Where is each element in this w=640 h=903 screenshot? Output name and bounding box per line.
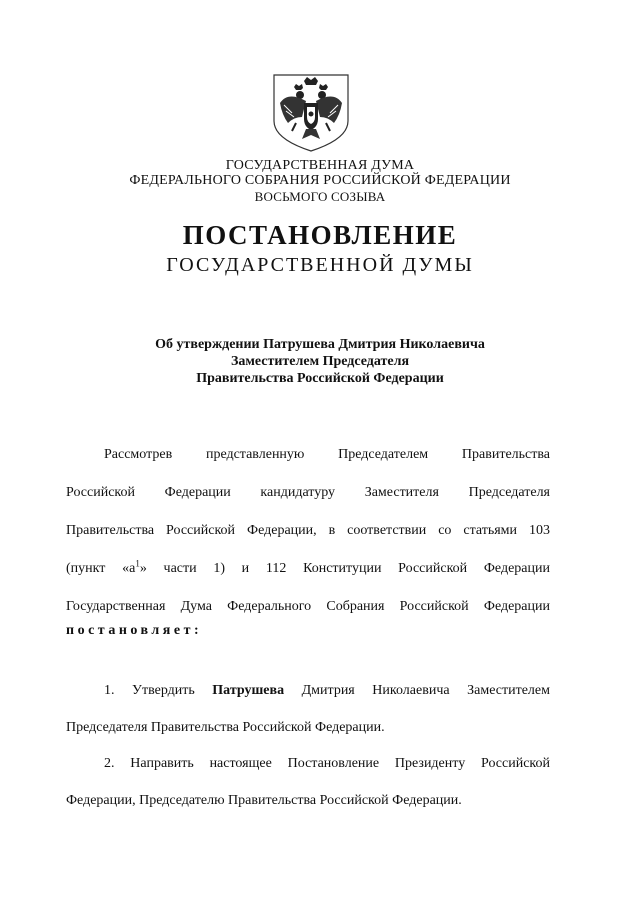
preamble-line-4-end: » части 1) и 112 Конституции Российской Федерации — [139, 561, 550, 576]
document-subject — [0, 336, 640, 387]
coat-of-arms-emblem — [266, 73, 356, 153]
preamble-superscript: 1 — [135, 558, 140, 569]
resolves-label: постановляет: — [66, 623, 203, 638]
resolution-item-2 — [66, 745, 550, 819]
item-2-line-2: Федерации, Председателю Правительства Российской Федерации. — [66, 793, 462, 808]
preamble-line-4 — [66, 550, 550, 588]
preamble-line-1: Рассмотрев представленную Председателем Правительства — [104, 447, 550, 462]
item-2-line-1: 2. Направить настоящее Постановление Президенту Российской — [104, 756, 550, 771]
preamble-line-2: Российской Федерации кандидатуру Заместителя Председателя — [66, 485, 550, 500]
item-1-line-2: Председателя Правительства Российской Федерации. — [66, 720, 385, 735]
preamble-line-5: Государственная Дума Федерального Собрания Российской Федерации — [66, 599, 550, 614]
subject-line-2: Заместителем Председателя — [230, 354, 410, 369]
coat-of-arms-icon — [266, 73, 356, 153]
preamble-line-4-start: (пункт «а — [66, 561, 136, 576]
item-1-name-bold: Патрушева — [212, 683, 285, 698]
subject-line-3: Правительства Российской Федерации — [196, 371, 444, 386]
item-1-end: Дмитрия Николаевича Заместителем — [301, 683, 550, 698]
document-title: ПОСТАНОВЛЕНИЕ — [182, 220, 458, 250]
subject-line-1: Об утверждении Патрушева Дмитрия Николаевича — [155, 337, 485, 352]
resolution-item-1 — [66, 672, 550, 746]
org-line-1: ГОСУДАРСТВЕННАЯ ДУМА — [225, 158, 415, 173]
item-1-start: 1. Утвердить — [104, 683, 195, 698]
org-line-3: ВОСЬМОГО СОЗЫВА — [254, 189, 386, 204]
document-subtitle: ГОСУДАРСТВЕННОЙ ДУМЫ — [166, 254, 474, 276]
org-line-2: ФЕДЕРАЛЬНОГО СОБРАНИЯ РОССИЙСКОЙ ФЕДЕРАЦИИ — [129, 173, 511, 188]
item-1-line-1 — [66, 672, 550, 709]
preamble-line-3: Правительства Российской Федерации, в соответствии со статьями 103 — [66, 523, 550, 538]
preamble-paragraph — [66, 436, 550, 626]
